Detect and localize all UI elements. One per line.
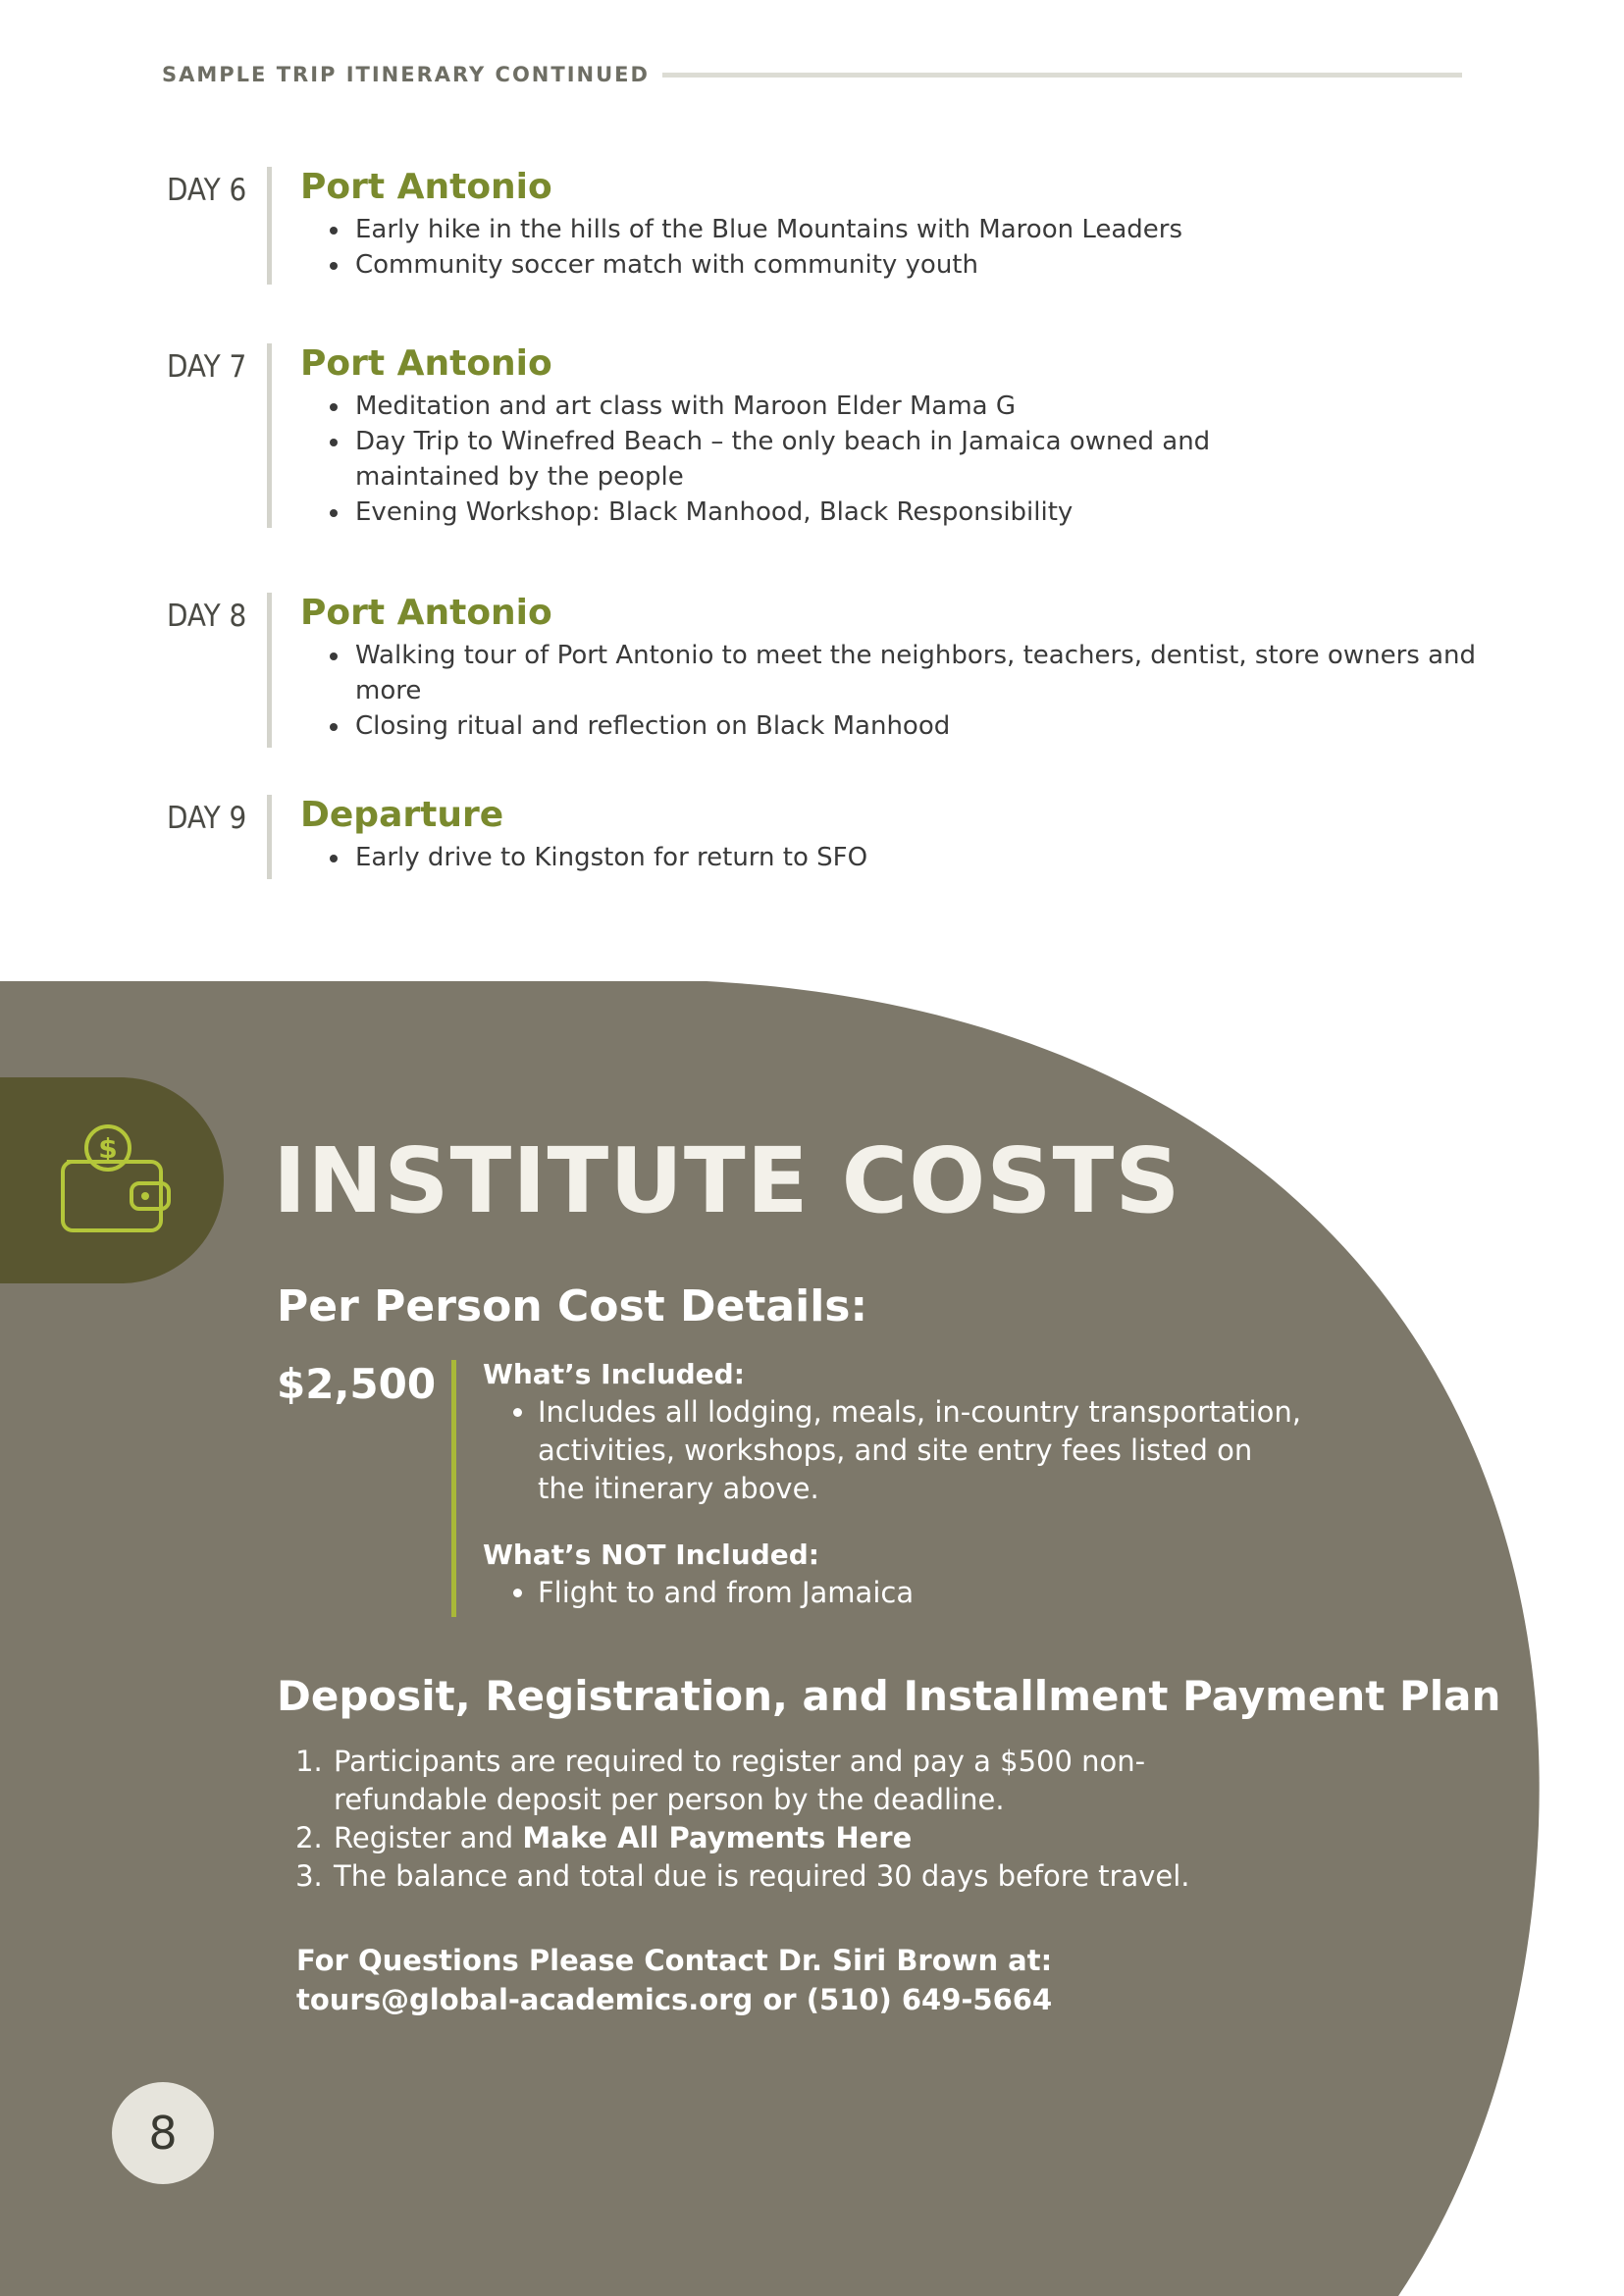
day-title: Port Antonio [300,343,552,384]
costs-title: INSTITUTE COSTS [273,1128,1181,1233]
register-text: Register and [334,1821,523,1854]
list-item: • Early hike in the hills of the Blue Mountains with Maroon Leaders [351,212,1480,247]
list-item: • Closing ritual and reflection on Black Manhood [351,708,1480,744]
list-item: • Meditation and art class with Maroon Elder Mama G [351,389,1283,424]
day-divider [267,343,272,528]
wallet-coin-icon [57,1122,175,1240]
list-item: • Flight to and from Jamaica [538,1574,1323,1612]
header-label: SAMPLE TRIP ITINERARY CONTINUED [162,63,650,86]
per-person-title: Per Person Cost Details: [277,1281,868,1331]
not-included-heading: What’s NOT Included: [483,1539,819,1571]
day-divider [267,795,272,879]
list-item: • Includes all lodging, meals, in-country transportation, activities, workshops, and site entry fees listed on the itinerary above. [538,1393,1303,1508]
not-included-list [508,1574,1323,1612]
list-item [332,1819,1264,1857]
day-title: Port Antonio [300,593,552,633]
list-item: • Evening Workshop: Black Manhood, Black Responsibility [351,495,1283,530]
payment-plan-list [294,1743,1264,1896]
day-label: DAY 6 [167,173,247,208]
price-value: $2,500 [277,1360,437,1408]
make-payments-link[interactable]: Make All Payments Here [522,1821,913,1854]
list-item: 3. The balance and total due is required 30 days before travel. [332,1857,1264,1896]
day-title: Departure [300,795,504,835]
list-item: • Day Trip to Winefred Beach – the only beach in Jamaica owned and maintained by the people [351,424,1283,495]
included-list [508,1393,1303,1508]
header-rule [662,73,1462,78]
page-number: 8 [112,2082,214,2184]
contact-line: For Questions Please Contact Dr. Siri Brown at: [296,1944,1053,1977]
day-divider [267,593,272,748]
included-heading: What’s Included: [483,1358,745,1390]
day-activities [322,212,1480,283]
list-item: 1. Participants are required to register and pay a $500 non-refundable deposit per person by the deadline. [332,1743,1178,1819]
day-title: Port Antonio [300,167,552,207]
svg-text:$: $ [98,1132,118,1165]
payment-plan-title: Deposit, Registration, and Installment Payment Plan [277,1672,1501,1720]
price-divider [451,1360,456,1617]
day-activities [322,389,1283,530]
list-item: • Community soccer match with community youth [351,247,1480,283]
day-label: DAY 8 [167,599,247,634]
day-label: DAY 9 [167,801,247,836]
list-item: • Early drive to Kingston for return to SFO [351,840,1480,875]
list-item: • Walking tour of Port Antonio to meet the neighbors, teachers, dentist, store owners and more [351,638,1480,708]
costs-icon-tab [0,1077,224,1283]
day-label: DAY 7 [167,349,247,385]
day-activities [322,840,1480,875]
contact-info [296,1941,1052,2019]
day-activities [322,638,1480,744]
contact-details[interactable]: tours@global-academics.org or (510) 649-5664 [296,1983,1053,2016]
day-divider [267,167,272,285]
